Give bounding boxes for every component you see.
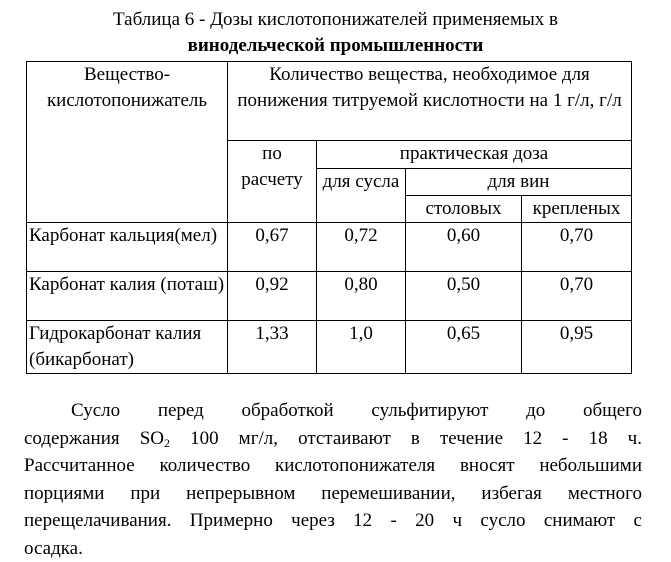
row-calc: 0,67	[228, 223, 317, 272]
row-calc: 0,92	[228, 272, 317, 321]
header-wines: для вин	[406, 168, 632, 196]
row-table-wines: 0,60	[406, 223, 522, 272]
row-fortified-wines: 0,70	[522, 223, 632, 272]
table-row	[27, 223, 632, 272]
row-fortified-wines: 0,95	[522, 321, 632, 374]
row-name: Карбонат кальция(мел)	[27, 223, 228, 272]
header-calc: по расчету	[228, 141, 317, 223]
row-calc: 1,33	[228, 321, 317, 374]
body-paragraph	[24, 397, 642, 562]
paragraph-line-2: содержания $SO_2$ 100 мг/л, отстаивают в течение 12 - 18 ч.	[24, 425, 642, 453]
row-name: Карбонат калия (поташ)	[27, 272, 228, 321]
paragraph-line-5: перещелачивания. Примерно через 12 - 20 ч сусло снимают с	[24, 507, 642, 535]
header-must: для сусла	[317, 168, 406, 223]
header-practical: практическая доза	[317, 141, 632, 169]
table-row	[27, 272, 632, 321]
paragraph-line-6: осадка.	[24, 535, 642, 562]
so2-subscript: 2	[164, 436, 170, 450]
row-fortified-wines: 0,70	[522, 272, 632, 321]
row-table-wines: 0,65	[406, 321, 522, 374]
table-caption: Таблица 6 - Дозы кислотопонижателей применяемых в	[0, 9, 671, 31]
header-table-wines: столовых	[406, 196, 522, 223]
dosage-table	[26, 61, 632, 374]
table-row	[27, 321, 632, 374]
row-name: Гидрокарбонат калия (бикарбонат)	[27, 321, 228, 374]
paragraph-line-3: Рассчитанное количество кислотопонижателя вносят небольшими	[24, 452, 642, 480]
header-fortified-wines: крепленых	[522, 196, 632, 223]
table-caption-subtitle: винодельческой промышленности	[0, 35, 671, 57]
row-table-wines: 0,50	[406, 272, 522, 321]
row-must: 0,72	[317, 223, 406, 272]
paragraph-line-1: Сусло перед обработкой сульфитируют до общего	[24, 397, 642, 425]
header-substance: Вещество-кислотопонижатель	[27, 62, 228, 223]
row-must: 1,0	[317, 321, 406, 374]
row-must: 0,80	[317, 272, 406, 321]
paragraph-line-4: порциями при непрерывном перемешивании, избегая местного	[24, 480, 642, 508]
header-quantity: Количество вещества, необходимое для понижения титруемой кислотности на 1 г/л, г/л	[228, 62, 632, 141]
